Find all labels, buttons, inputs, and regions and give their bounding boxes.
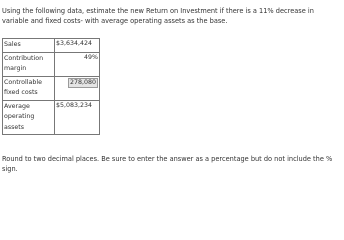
row-label-sales: Sales — [3, 39, 55, 53]
row-value-average-operating-assets: $5,083,234 — [55, 100, 100, 135]
instruction-text: Round to two decimal places. Be sure to enter the answer as a percentage but do not include the % sign. — [2, 155, 333, 173]
row-value-sales: $3,634,424 — [55, 39, 100, 53]
table-row-contribution-margin — [3, 52, 100, 76]
row-value-contribution-margin: 49% — [55, 52, 100, 76]
row-value-controllable-fixed-costs — [55, 76, 100, 100]
row-label-average-operating-assets: Average operating assets — [3, 100, 55, 135]
row-label-contribution-margin: Contribution margin — [3, 52, 55, 76]
highlighted-value-box: 278,080 — [69, 78, 96, 86]
row-label-controllable-fixed-costs: Controllable fixed costs — [3, 76, 55, 100]
table-row-average-operating-assets — [3, 100, 100, 135]
question-text: Using the following data, estimate the new Return on Investment if there is a 11% decrease in variable and fixed costs- with average operating assets as the base. — [2, 7, 314, 25]
table-row-controllable-fixed-costs — [3, 76, 100, 100]
table-row-sales — [3, 39, 100, 53]
data-table — [2, 38, 100, 135]
